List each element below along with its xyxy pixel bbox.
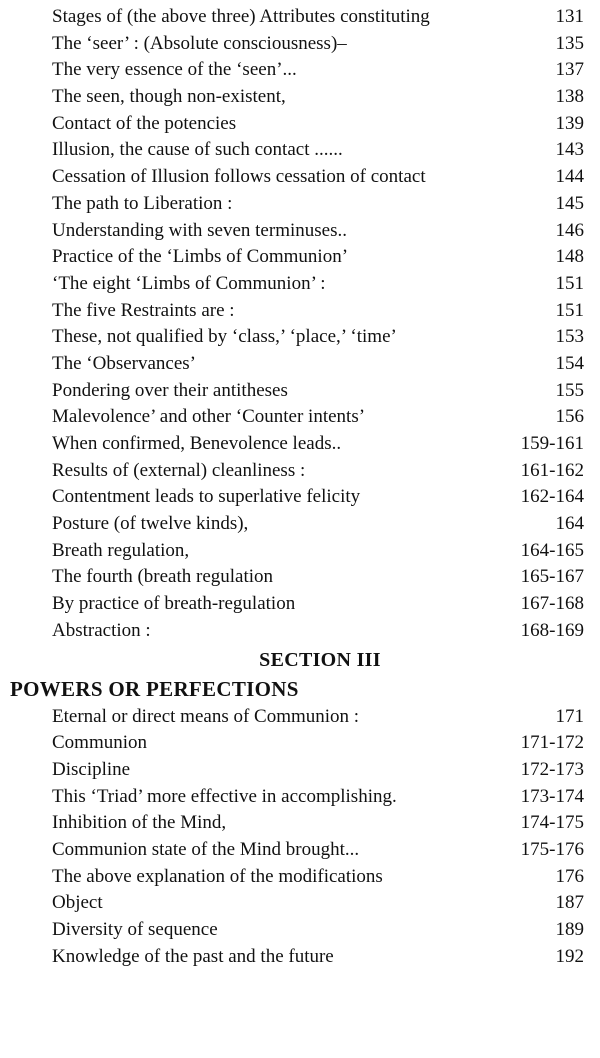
toc-entry (0, 164, 600, 191)
toc-entry-title: The fourth (breath regulation (52, 566, 274, 588)
toc-entry-page: 144 (555, 166, 584, 188)
toc-entry-title: These, not qualified by ‘class,’ ‘place,’ ‘time’ (52, 326, 397, 348)
toc-entry-title: Understanding with seven terminuses.. (52, 219, 347, 241)
toc-entry-page: 164-165 (520, 539, 584, 561)
toc-entry-title: Illusion, the cause of such contact ...... (52, 139, 343, 161)
toc-entry-page: 131 (555, 6, 584, 27)
toc-entry-title: Stages of (the above three) Attributes constituting (52, 6, 430, 27)
toc-entry-page: 162-164 (520, 486, 584, 508)
toc-entry-page: 154 (555, 352, 584, 374)
toc-entry-page: 164 (555, 513, 584, 535)
toc-entry-title: The path to Liberation : (52, 192, 233, 214)
toc-entry-page: 171 (555, 705, 584, 727)
toc-list-bottom (0, 704, 600, 971)
toc-entry-page: 176 (555, 865, 584, 887)
toc-entry (0, 837, 600, 864)
toc-entry-title: ‘The eight ‘Limbs of Communion’ : (52, 272, 326, 294)
toc-entry-page: 146 (555, 219, 584, 241)
toc-entry (0, 31, 600, 58)
toc-entry-page: 175-176 (520, 838, 584, 860)
toc-entry-title: By practice of breath-regulation (52, 593, 296, 615)
toc-entry-page: 189 (555, 919, 584, 940)
toc-entry-title: When confirmed, Benevolence leads.. (52, 433, 342, 454)
toc-entry (0, 458, 600, 485)
toc-entry-title: Eternal or direct means of Communion : (52, 705, 360, 727)
toc-entry (0, 244, 600, 271)
section-heading: SECTION III (259, 648, 381, 671)
toc-entry (0, 591, 600, 618)
toc-entry-title: Practice of the ‘Limbs of Communion’ (52, 246, 349, 268)
toc-entry-title: Contact of the potencies (52, 112, 237, 134)
toc-entry-page: 168-169 (520, 619, 584, 641)
toc-entry-title: Discipline (52, 758, 131, 780)
toc-entry-title: Contentment leads to superlative felicity (52, 486, 361, 508)
toc-entry-page: 135 (555, 32, 584, 54)
toc-entry-page: 153 (555, 326, 584, 348)
toc-entry-page: 165-167 (520, 566, 584, 588)
toc-entry (0, 810, 600, 837)
toc-entry-title: The ‘Observances’ (52, 352, 197, 374)
toc-entry-title: The ‘seer’ : (Absolute consciousness)– (52, 32, 347, 54)
toc-entry (0, 757, 600, 784)
toc-entry-title: The very essence of the ‘seen’... (52, 59, 297, 81)
toc-entry-title: Communion (52, 732, 148, 754)
toc-entry-title: Object (52, 892, 103, 914)
toc-entry-page: 161-162 (520, 459, 584, 481)
toc-entry-page: 171-172 (520, 732, 584, 754)
toc-entry-page: 148 (555, 246, 584, 268)
toc-entry (0, 84, 600, 111)
toc-list-top (0, 4, 600, 645)
toc-entry-page: 155 (555, 379, 584, 401)
toc-entry-page: 167-168 (520, 593, 584, 615)
toc-entry-title: Abstraction : (52, 619, 151, 641)
toc-entry-title: Diversity of sequence (52, 919, 218, 940)
toc-entry-page: 139 (555, 112, 584, 134)
toc-entry (0, 730, 600, 757)
toc-entry (0, 137, 600, 164)
toc-entry-title: Cessation of Illusion follows cessation of contact (52, 166, 426, 188)
toc-entry-page: 159-161 (520, 433, 584, 454)
toc-entry-title: Malevolence’ and other ‘Counter intents’ (52, 406, 366, 428)
toc-entry (0, 538, 600, 565)
toc-entry (0, 784, 600, 811)
toc-entry-page: 192 (555, 945, 584, 967)
toc-entry-title: Results of (external) cleanliness : (52, 459, 306, 481)
toc-entry-page: 151 (555, 299, 584, 321)
toc-entry (0, 564, 600, 591)
toc-entry-title: Communion state of the Mind brought... (52, 838, 360, 860)
toc-entry-page: 156 (555, 406, 584, 428)
toc-entry (0, 218, 600, 245)
toc-entry-page: 187 (555, 892, 584, 914)
section-title: POWERS OR PERFECTIONS (10, 676, 299, 701)
toc-entry-page: 174-175 (520, 812, 584, 834)
toc-entry (0, 618, 600, 645)
toc-entry (0, 511, 600, 538)
toc-entry (0, 351, 600, 378)
toc-entry-title: Pondering over their antitheses (52, 379, 288, 401)
toc-entry (0, 864, 600, 891)
toc-entry-page: 138 (555, 86, 584, 108)
toc-entry-page: 143 (555, 139, 584, 161)
toc-entry-page: 145 (555, 192, 584, 214)
toc-entry-title: The five Restraints are : (52, 299, 235, 321)
toc-entry (0, 917, 600, 944)
toc-entry-title: This ‘Triad’ more effective in accomplishing. (52, 785, 397, 807)
toc-entry (0, 484, 600, 511)
toc-entry (0, 191, 600, 218)
toc-entry-title: Breath regulation, (52, 539, 190, 561)
toc-entry (0, 4, 600, 31)
toc-entry-title: Knowledge of the past and the future (52, 945, 334, 967)
toc-entry (0, 378, 600, 405)
toc-entry (0, 890, 600, 917)
toc-entry (0, 324, 600, 351)
toc-entry-title: Inhibition of the Mind, (52, 812, 227, 834)
toc-entry (0, 704, 600, 731)
toc-entry (0, 57, 600, 84)
toc-entry (0, 944, 600, 971)
toc-entry-title: Posture (of twelve kinds), (52, 513, 249, 535)
toc-entry-title: The seen, though non-existent, (52, 86, 286, 108)
toc-entry (0, 298, 600, 325)
toc-entry-title: The above explanation of the modifications (52, 865, 383, 887)
toc-entry-page: 173-174 (520, 785, 584, 807)
toc-entry-page: 172-173 (520, 758, 584, 780)
table-of-contents (0, 4, 600, 970)
toc-entry-page: 137 (555, 59, 584, 81)
toc-entry (0, 271, 600, 298)
toc-entry (0, 404, 600, 431)
toc-entry-page: 151 (555, 272, 584, 294)
toc-entry (0, 111, 600, 138)
toc-entry (0, 431, 600, 458)
